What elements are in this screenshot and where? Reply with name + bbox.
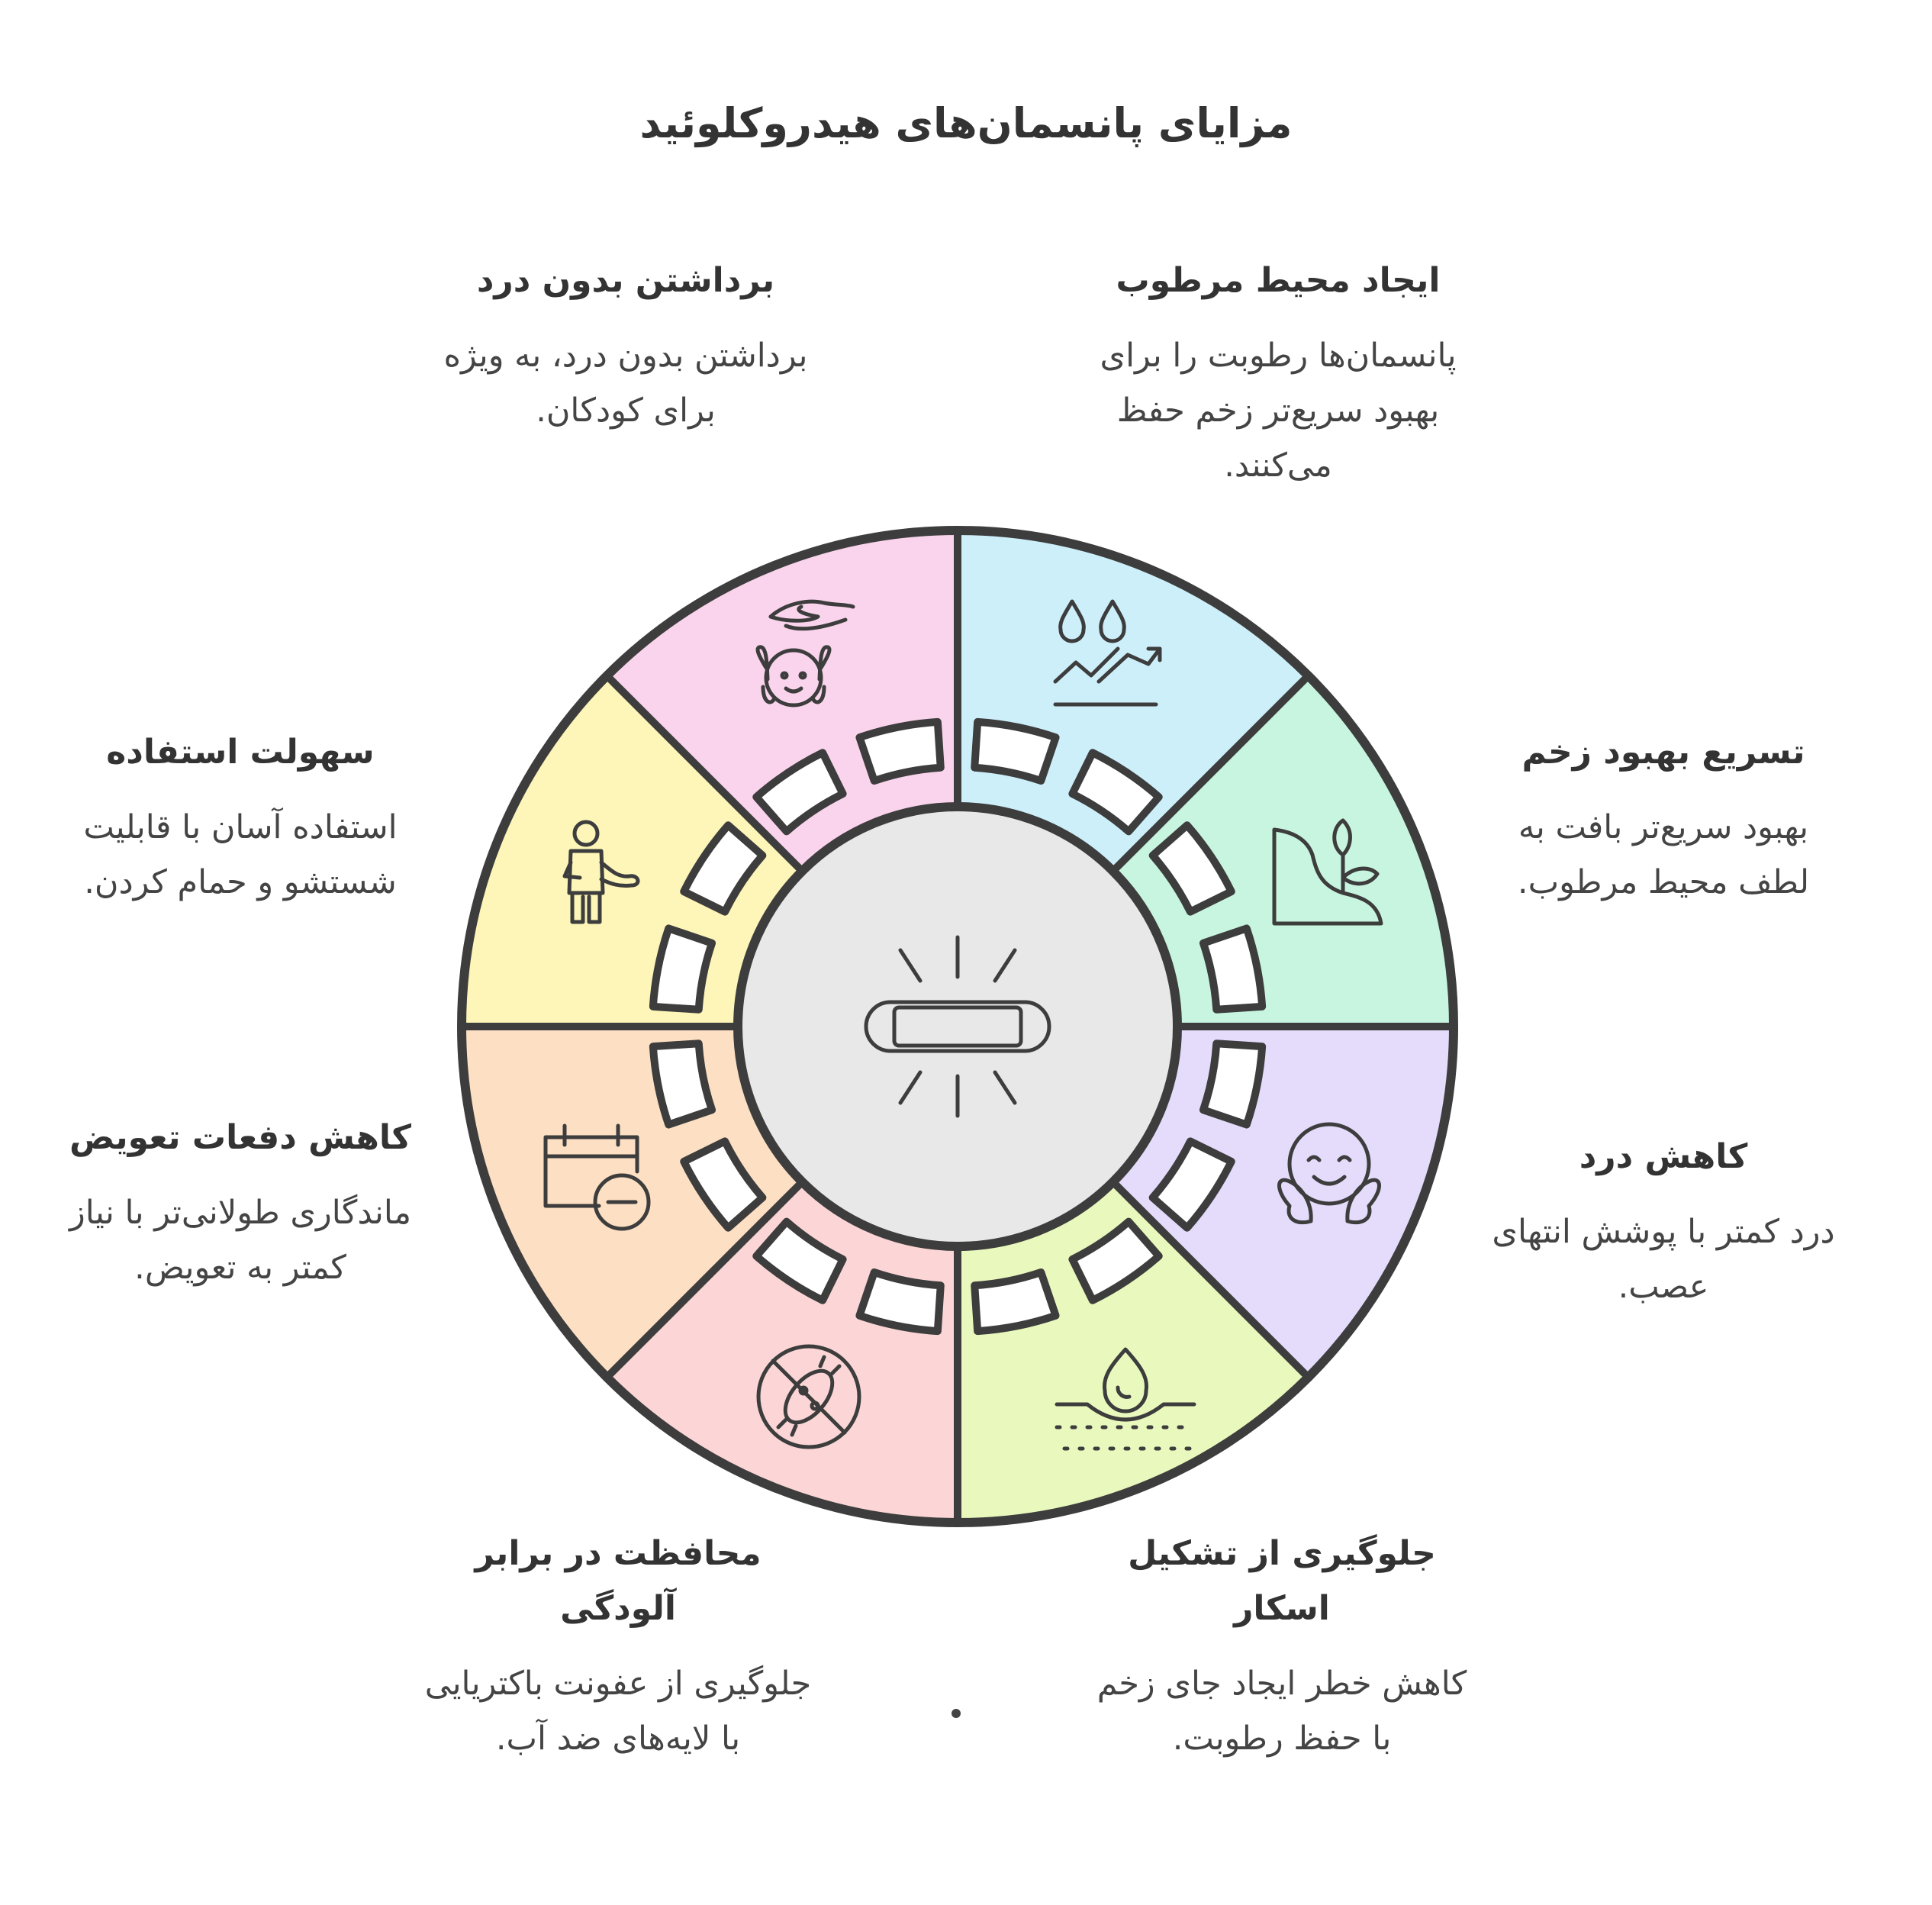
benefit-block-moist bbox=[1080, 253, 1476, 493]
benefit-block-painless bbox=[427, 253, 824, 438]
page-title: مزایای پانسمان‌های هیدروکلوئید bbox=[639, 99, 1293, 147]
ring-block-contamination-1 bbox=[859, 1272, 940, 1331]
benefit-block-scar bbox=[1084, 1526, 1480, 1766]
benefit-heading: تسریع بهبود زخم bbox=[1521, 733, 1805, 772]
benefit-heading: ایجاد محیط مرطوب bbox=[1116, 261, 1441, 300]
ring-block-moist-1 bbox=[974, 722, 1055, 781]
ring-block-scar-2 bbox=[974, 1272, 1055, 1331]
benefit-block-contamination bbox=[416, 1526, 820, 1766]
bullet-dot bbox=[952, 1709, 961, 1718]
benefit-heading: کاهش دفعات تعویض bbox=[69, 1118, 411, 1157]
ring-block-painless-2 bbox=[859, 722, 940, 781]
benefit-description: استفاده آسان با قابلیت شستشو و حمام کردن. bbox=[83, 808, 398, 901]
ring-block-change-2 bbox=[653, 1043, 712, 1124]
benefit-block-ease bbox=[42, 725, 439, 910]
benefit-description: جلوگیری از عفونت باکتریایی با لایه‌های ضد آب. bbox=[424, 1665, 812, 1758]
ring-block-ease-1 bbox=[653, 928, 712, 1009]
benefit-heading: سهولت استفاده bbox=[106, 733, 375, 772]
benefit-block-pain bbox=[1457, 1130, 1869, 1314]
benefit-heading: برداشتن بدون درد bbox=[476, 261, 775, 300]
benefit-description: کاهش خطر ایجاد جای زخم با حفظ رطوبت. bbox=[1096, 1665, 1467, 1758]
benefit-heading: محافظت در برابر آلودگی bbox=[475, 1534, 762, 1628]
ring-block-healing-2 bbox=[1203, 928, 1262, 1009]
ring-block-pain-1 bbox=[1203, 1043, 1262, 1124]
benefit-description: بهبود سریع‌تر بافت به لطف محیط مرطوب. bbox=[1517, 808, 1810, 901]
benefit-heading: جلوگیری از تشکیل اسکار bbox=[1128, 1534, 1436, 1628]
center-disc bbox=[738, 807, 1177, 1246]
benefit-description: پانسمان‌ها رطوبت را برای بهبود سریع‌تر زخم حفظ می‌کنند. bbox=[1100, 337, 1457, 485]
benefit-block-healing bbox=[1488, 725, 1839, 910]
benefit-description: برداشتن بدون درد، به ویژه برای کودکان. bbox=[443, 337, 808, 430]
benefit-block-change bbox=[42, 1110, 439, 1295]
benefit-description: درد کمتر با پوشش انتهای عصب. bbox=[1492, 1213, 1835, 1306]
benefit-heading: کاهش درد bbox=[1579, 1137, 1748, 1176]
benefit-description: ماندگاری طولانی‌تر با نیاز کمتر به تعویض. bbox=[69, 1194, 411, 1287]
